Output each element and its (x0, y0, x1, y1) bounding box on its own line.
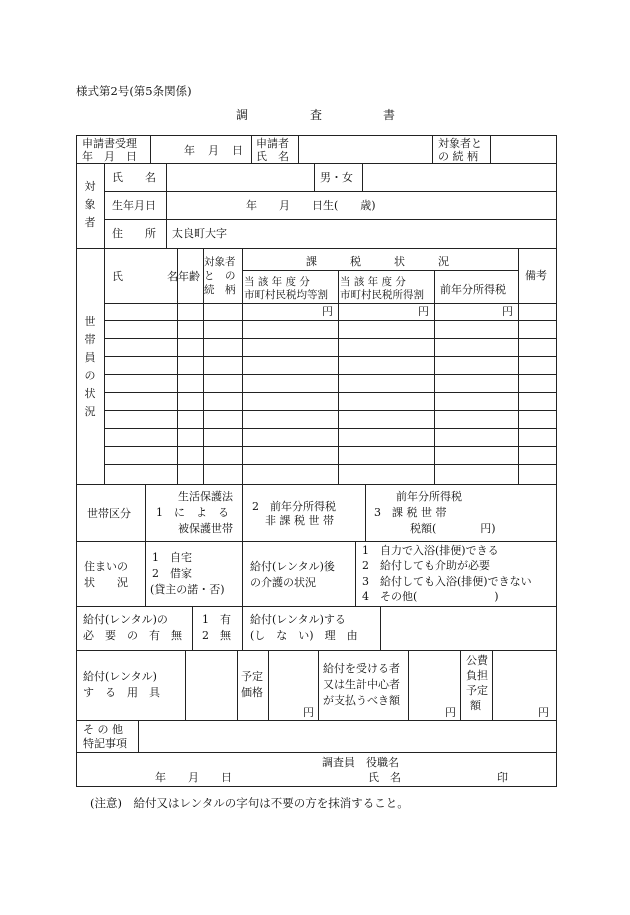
col-age: 年齢 (178, 270, 200, 283)
dob-label: 生年月日 (112, 199, 156, 212)
price-label-1: 予定 (241, 670, 263, 683)
category-opt1-3: 被保護世帯 (178, 522, 233, 535)
receipt-label-2: 年 月 日 (82, 150, 137, 163)
doc-title-3: 書 (383, 108, 396, 122)
housing-opt-1: 1 自宅 (152, 551, 192, 564)
col-tax-status: 課 税 状 況 (306, 255, 449, 268)
care-label-2: の介護の状況 (250, 576, 316, 589)
investigator-name-label: 氏 名 (368, 771, 401, 784)
relation-label: 対象者と (438, 137, 482, 150)
care-label-1: 給付(レンタル)後 (250, 560, 335, 573)
yen-price: 円 (303, 706, 314, 719)
public-label-4: 額 (470, 699, 481, 712)
applicant-label: 申請者 (256, 137, 289, 150)
address-label: 住 所 (112, 227, 156, 240)
necessity-opt-2: 2 無 (202, 629, 231, 642)
care-opt-1: 1 自力で入浴(排便)できる (362, 544, 499, 557)
care-opt-3: 3 給付しても入浴(排便)できない (362, 575, 532, 588)
equipment-label-1: 給付(レンタル) (83, 670, 157, 683)
col-tax-a-1: 当 該 年 度 分 (244, 276, 310, 288)
receipt-day: 日 (232, 144, 243, 157)
subject-side-label: 対象者 (84, 180, 96, 229)
payer-label-2: 又は生計中心者 (323, 678, 400, 691)
applicant-label-2: 氏 名 (256, 150, 289, 163)
category-opt2-2: 非 課 税 世 帯 (265, 514, 334, 527)
col-tax-a-2: 市町村民税均等割 (244, 289, 328, 301)
public-label-2: 負担 (466, 669, 488, 682)
receipt-month: 月 (208, 144, 219, 157)
payer-label-3: が支払うべき額 (323, 694, 400, 707)
receipt-label: 申請書受理 (82, 137, 137, 150)
equipment-label-2: す る 用 具 (83, 686, 160, 699)
receipt-year: 年 (184, 144, 195, 157)
investigator-seal: 印 (497, 771, 508, 784)
public-label-1: 公費 (466, 654, 488, 667)
other-label-1: そ の 他 (83, 723, 123, 736)
investigator-date: 年 月 日 (155, 771, 232, 784)
necessity-label-1: 給付(レンタル)の (83, 613, 168, 626)
reason-label-2: (し な い) 理 由 (250, 629, 358, 642)
doc-title-1: 調 (236, 108, 249, 122)
col-relation-2: と の (204, 270, 236, 282)
yen-payer: 円 (445, 706, 456, 719)
investigator-title-label: 調査員 役職名 (322, 756, 399, 769)
housing-opt-2: 2 借家 (152, 567, 192, 580)
col-relation-3: 続 柄 (204, 284, 236, 296)
reason-label-1: 給付(レンタル)する (250, 613, 346, 626)
category-opt3-3: 税額( 円) (410, 522, 496, 535)
public-label-3: 予定 (466, 684, 488, 697)
relation-label-2: の 続 柄 (438, 150, 478, 163)
doc-title-2: 査 (310, 108, 323, 122)
col-remarks: 備考 (525, 269, 547, 282)
other-label-2: 特記事項 (83, 737, 127, 750)
category-opt3-2: 3 課 税 世 帯 (374, 506, 447, 519)
housing-label-2: 状 況 (84, 576, 128, 589)
care-opt-4: 4 その他( ) (362, 590, 499, 603)
category-opt1-1: 生活保護法 (178, 490, 233, 503)
col-tax-b-2: 市町村民税所得割 (340, 289, 424, 301)
housing-label-1: 住まいの (84, 560, 128, 573)
necessity-label-2: 必 要 の 有 無 (83, 629, 182, 642)
care-opt-2: 2 給付しても介助が必要 (362, 559, 490, 572)
col-tax-b-1: 当 該 年 度 分 (340, 276, 406, 288)
category-opt2-1: 2 前年分所得税 (252, 500, 336, 513)
category-opt3-1: 前年分所得税 (396, 490, 462, 503)
address-value: 太良町大字 (172, 227, 227, 240)
col-relation-1: 対象者 (204, 256, 236, 268)
yen-b: 円 (418, 305, 429, 318)
price-label-2: 価格 (241, 686, 263, 699)
gender-options: 男・女 (320, 171, 353, 184)
form-number: 様式第2号(第5条関係) (76, 84, 192, 98)
category-opt1-2: 1 に よ る (156, 506, 229, 519)
yen-c: 円 (502, 305, 513, 318)
category-label: 世帯区分 (87, 507, 131, 520)
col-name: 氏 名 (112, 270, 178, 283)
household-side-label: 世帯員の状況 (84, 315, 96, 418)
col-tax-c: 前年分所得税 (440, 283, 506, 296)
footnote: (注意) 給付又はレンタルの字句は不要の方を抹消すること。 (90, 796, 409, 810)
necessity-opt-1: 1 有 (202, 613, 231, 626)
yen-a: 円 (322, 305, 333, 318)
housing-opt-3: (貸主の諾・否) (150, 583, 225, 596)
yen-public: 円 (538, 706, 549, 719)
subject-name-label: 氏 名 (112, 171, 156, 184)
dob-value: 年 月 日生( 歳) (246, 199, 376, 212)
payer-label-1: 給付を受ける者 (323, 662, 400, 675)
